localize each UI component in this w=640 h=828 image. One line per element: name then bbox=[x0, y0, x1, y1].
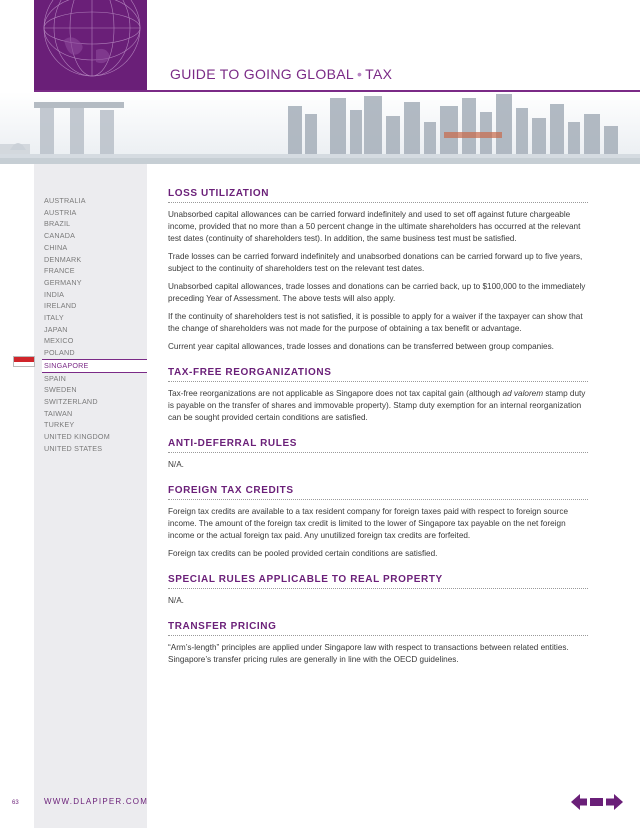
nav-item-denmark[interactable]: DENMARK bbox=[44, 254, 82, 264]
heading-transfer-pricing: TRANSFER PRICING bbox=[168, 621, 588, 636]
contents-icon[interactable] bbox=[590, 798, 603, 806]
nav-item-france[interactable]: FRANCE bbox=[44, 266, 75, 276]
page-number: 63 bbox=[12, 800, 19, 806]
text-run: Tax-free reorganizations are not applicable as Singapore does not tax capital gain (although bbox=[168, 389, 503, 398]
nav-item-germany[interactable]: GERMANY bbox=[44, 277, 82, 287]
arrow-left-icon[interactable] bbox=[571, 794, 587, 810]
page-navigation bbox=[571, 794, 623, 810]
main-content bbox=[168, 188, 588, 680]
heading-loss-utilization: LOSS UTILIZATION bbox=[168, 188, 588, 203]
nav-item-switzerland[interactable]: SWITZERLAND bbox=[44, 396, 98, 406]
paragraph: Trade losses can be carried forward indefinitely and unabsorbed donations can be carried forward up to five years, subject to the continuity of shareholders test on the relevant test dates. bbox=[168, 252, 583, 273]
arrow-right-icon[interactable] bbox=[606, 794, 623, 810]
nav-item-australia[interactable]: AUSTRALIA bbox=[44, 196, 86, 205]
section-loss-utilization bbox=[168, 188, 588, 353]
paragraph: Unabsorbed capital allowances, trade losses and donations can be carried back, up to $100,000 to the immediately preceding Year of Assessment. The above tests will also apply. bbox=[168, 282, 586, 303]
heading-anti-deferral-rules: ANTI-DEFERRAL RULES bbox=[168, 438, 588, 453]
section-tax-free-reorganizations bbox=[168, 367, 588, 424]
section-foreign-tax-credits bbox=[168, 485, 588, 560]
nav-item-taiwan[interactable]: TAIWAN bbox=[44, 408, 73, 418]
nav-item-austria[interactable]: AUSTRIA bbox=[44, 207, 77, 217]
paragraph: “Arm’s-length” principles are applied under Singapore law with respect to transactions between related entities. Singapore’s transfer pricing rules are generally in line with the OECD guidelines. bbox=[168, 643, 569, 664]
nav-item-india[interactable]: INDIA bbox=[44, 289, 65, 299]
heading-tax-free-reorganizations: TAX-FREE REORGANIZATIONS bbox=[168, 367, 588, 382]
paragraph: Current year capital allowances, trade losses and donations can be transferred between group companies. bbox=[168, 342, 554, 351]
paragraph bbox=[168, 388, 588, 424]
paragraph: Unabsorbed capital allowances can be carried forward indefinitely and used to set off against future chargeable income, provided that no more than a 50 percent change in the ultimate shareholders has occurred at the relevant test dates (continuity of shareholders test). In addition, the same business test must be satisfied. bbox=[168, 210, 581, 243]
nav-item-japan[interactable]: JAPAN bbox=[44, 324, 68, 334]
page-title bbox=[170, 66, 392, 82]
heading-foreign-tax-credits: FOREIGN TAX CREDITS bbox=[168, 485, 588, 500]
paragraph: N/A. bbox=[168, 596, 184, 605]
nav-item-sweden[interactable]: SWEDEN bbox=[44, 385, 77, 395]
heading-real-property: SPECIAL RULES APPLICABLE TO REAL PROPERTY bbox=[168, 574, 588, 589]
nav-item-united-states[interactable]: UNITED STATES bbox=[44, 443, 103, 453]
title-guide: GUIDE TO GOING GLOBAL bbox=[170, 66, 354, 82]
nav-item-united-kingdom[interactable]: UNITED KINGDOM bbox=[44, 432, 110, 442]
nav-item-canada[interactable]: CANADA bbox=[44, 231, 76, 241]
nav-item-turkey[interactable]: TURKEY bbox=[44, 420, 75, 430]
nav-item-ireland[interactable]: IRELAND bbox=[44, 301, 77, 311]
nav-item-brazil[interactable]: BRAZIL bbox=[44, 219, 71, 229]
nav-item-singapore[interactable]: SINGAPORE bbox=[42, 359, 147, 373]
country-nav bbox=[44, 195, 147, 454]
singapore-flag-icon bbox=[13, 356, 35, 367]
paragraph: Foreign tax credits are available to a tax resident company for foreign taxes paid with respect to foreign source income. The amount of the foreign tax credit is limited to the lower of Singapore tax payable on the net foreign income or the actual foreign tax paid. Any unutilized foreign tax credits are forfeited. bbox=[168, 507, 569, 540]
section-real-property bbox=[168, 574, 588, 607]
nav-item-mexico[interactable]: MEXICO bbox=[44, 336, 74, 346]
skyline-image bbox=[0, 92, 640, 164]
section-transfer-pricing bbox=[168, 621, 588, 666]
nav-item-spain[interactable]: SPAIN bbox=[44, 373, 67, 383]
title-separator: • bbox=[356, 66, 363, 82]
website-link[interactable]: WWW.DLAPIPER.COM bbox=[44, 797, 149, 806]
skyline-illustration bbox=[0, 92, 640, 164]
paragraph: Foreign tax credits can be pooled provided certain conditions are satisfied. bbox=[168, 549, 438, 558]
nav-item-italy[interactable]: ITALY bbox=[44, 313, 64, 323]
globe-banner bbox=[34, 0, 147, 90]
text-run: stamp duty is payable on the transfer of shares and immovable property). Stamp duty exemption for an internal reorganization can be sought provided certain conditions are satisfied. bbox=[168, 389, 586, 422]
section-anti-deferral-rules bbox=[168, 438, 588, 471]
paragraph: N/A. bbox=[168, 460, 184, 469]
paragraph: If the continuity of shareholders test is not satisfied, it is possible to apply for a waiver if the taxpayer can show that the change of shareholders was not made for the purpose of obtaining a tax benefit or advantage. bbox=[168, 312, 583, 333]
emphasis-text: ad valorem bbox=[502, 389, 544, 398]
nav-item-poland[interactable]: POLAND bbox=[44, 348, 75, 358]
nav-item-china[interactable]: CHINA bbox=[44, 242, 68, 252]
title-tax: TAX bbox=[365, 66, 393, 82]
globe-icon bbox=[34, 0, 147, 90]
